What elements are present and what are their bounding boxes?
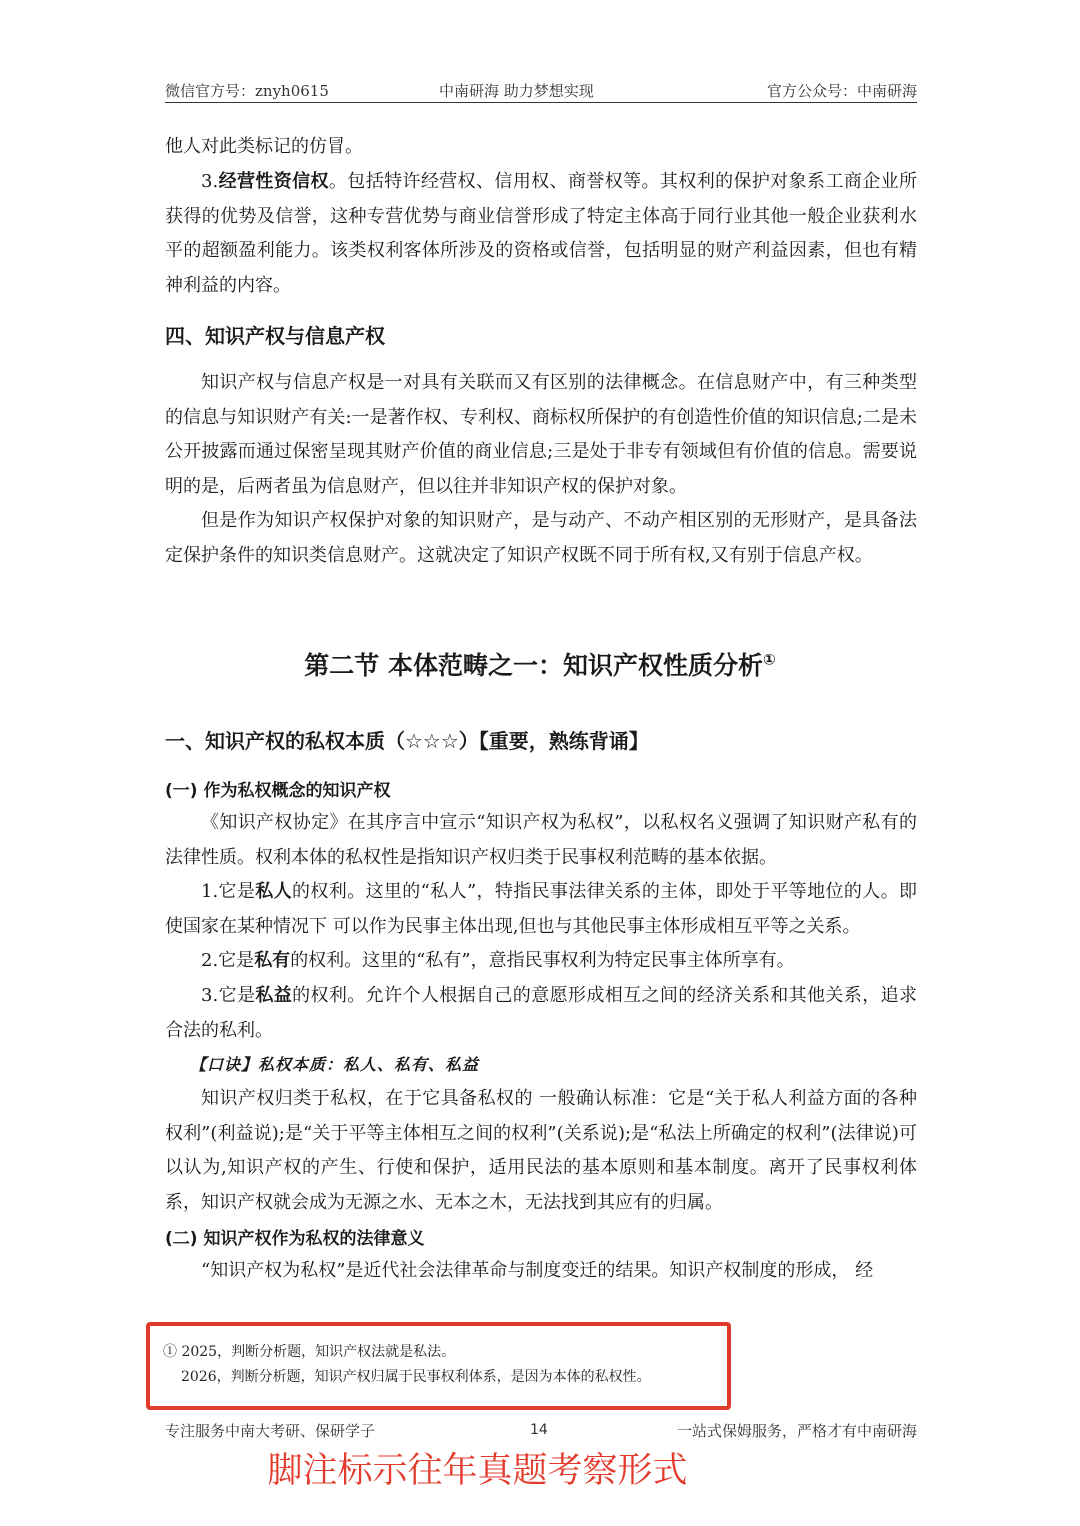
paragraph-continued: 他人对此类标记的仿冒。 (165, 136, 363, 157)
paragraph-private-person (165, 875, 917, 944)
term-business-credit-right: 经营性资信权 (218, 171, 329, 192)
page-number: 14 (530, 1422, 548, 1438)
header-left-wechat: 微信官方号：znyh0615 (165, 82, 329, 100)
text-segment: 的权利。这里的“私人”，特指民事法律关系的主体，即处于平等地位的人。即使国家在某种情况下 可以作为民事主体出现,但也与其他民事主体形成相互平等之关系。 (165, 881, 918, 937)
paragraph-legal-revolution: “知识产权为私权”是近代社会法律革命与制度变迁的结果。知识产权制度的形成， 经 (201, 1260, 874, 1281)
paragraph-private-owned (165, 944, 917, 979)
footnote-ref-mark: ① (763, 650, 776, 669)
paragraph-business-credit-right (165, 165, 917, 303)
section-title (0, 646, 1080, 682)
text-segment: 的权利。这里的“私有”，意指民事权利为特定民事主体所享有。 (290, 950, 795, 971)
term-private-person: 私人 (255, 881, 293, 902)
footnote-2: 2026，判断分析题，知识产权归属于民事权利体系，是因为本体的私权性。 (181, 1369, 651, 1385)
paragraph-trips-agreement: 《知识产权协定》在其序言中宣示“知识产权为私权”，以私权名义强调了知识财产私有的法律性质。权利本体的私权性是指知识产权归类于民事权利范畴的基本依据。 (165, 812, 917, 868)
text-segment: 2.它是 (201, 950, 255, 971)
term-private-interest: 私益 (255, 985, 293, 1006)
term-private-owned: 私有 (254, 950, 291, 971)
header-right-account: 官方公众号：中南研海 (766, 82, 917, 100)
paragraph-ip-vs-info-property: 知识产权与信息产权是一对具有关联而又有区别的法律概念。在信息财产中，有三种类型的信息与知识财产有关:一是著作权、专利权、商标权所保护的有创造性价值的知识信息;二是未公开披露而通过保密呈现其财产价值的商业信息;三是处于非专有领域但有价值的信息。需要说明的是，后两者虽为信息财产，但以往并非知识产权的保护对象。 (165, 372, 917, 497)
section-title-text: 第二节 本体范畴之一：知识产权性质分析 (304, 651, 763, 680)
heading-private-right-nature: 一、知识产权的私权本质（☆☆☆）【重要，熟练背诵】 (165, 729, 649, 753)
item-number: 3. (201, 171, 219, 192)
header-center-slogan: 中南研海 助力梦想实现 (439, 82, 594, 100)
mnemonic-tip: 【口诀】私权本质：私人、私有、私益 (190, 1055, 480, 1074)
footer-left-text: 专注服务中南大考研、保研学子 (165, 1422, 376, 1440)
paragraph-private-right-criteria: 知识产权归类于私权，在于它具备私权的 一般确认标准：它是“关于私人利益方面的各种权利”(利益说);是“关于平等主体相互之间的权利”(关系说);是“私法上所确定的权利”(法律说)可以认为,知识产权的产生、行使和保护，适用民法的基本原则和基本制度。离开了民事权利体系，知识产权就会成为无源之水、无本之木，无法找到其应有的归属。 (165, 1088, 917, 1213)
heading-ip-and-information-property: 四、知识产权与信息产权 (165, 324, 385, 348)
annotation-caption: 脚注标示往年真题考察形式 (267, 1451, 688, 1491)
footnote-1: ① 2025，判断分析题，知识产权法就是私法。 (163, 1344, 456, 1360)
text-segment: 3.它是 (201, 985, 256, 1006)
paragraph-intangible-property: 但是作为知识产权保护对象的知识财产，是与动产、不动产相区别的无形财产，是具备法定保护条件的知识类信息财产。这就决定了知识产权既不同于所有权,又有别于信息产权。 (165, 510, 917, 566)
text-segment: 1.它是 (201, 881, 256, 902)
subheading-private-right-concept: (一) 作为私权概念的知识产权 (165, 781, 391, 801)
footer-right-text: 一站式保姆服务，严格才有中南研海 (676, 1422, 917, 1440)
text-segment: 的权利。允许个人根据自己的意愿形成相互之间的经济关系和其他关系，追求合法的私利。 (165, 985, 917, 1041)
paragraph-private-interest (165, 979, 917, 1048)
paragraph-text: 。包括特许经营权、信用权、商誉权等。其权利的保护对象系工商企业所获得的优势及信誉，这种专营优势与商业信誉形成了特定主体高于同行业其他一般企业获利水平的超额盈利能力。该类权利客体所涉及的资格或信誉，包括明显的财产利益因素，但也有精神利益的内容。 (165, 171, 918, 296)
subheading-legal-meaning: (二) 知识产权作为私权的法律意义 (165, 1229, 425, 1249)
page-header (165, 76, 917, 103)
